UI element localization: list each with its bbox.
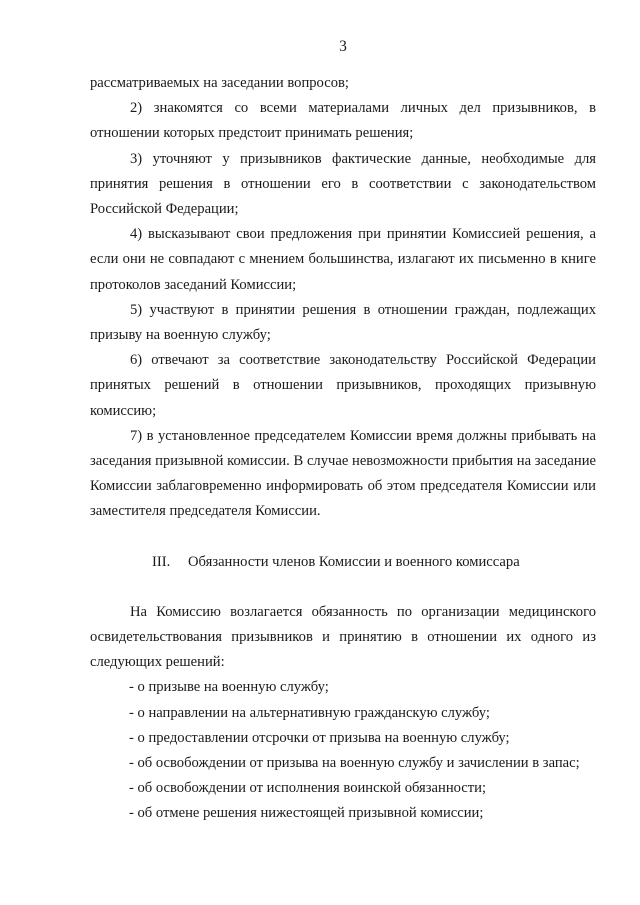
section-title: Обязанности членов Комиссии и военного комиссара — [188, 553, 520, 570]
paragraph-item-2: 2) знакомятся со всеми материалами личных дел призывников, в отношении которых предстоит принимать решения; — [90, 100, 596, 142]
list-item: - об отмене решения нижестоящей призывной комиссии; — [129, 805, 484, 822]
document-page — [90, 0, 596, 905]
paragraph-item-7: 7) в установленное председателем Комиссии время должны прибывать на заседания призывной комиссии. В случае невозможности прибытия на заседание Комиссии заблаговременно информировать об этом председателя Комиссии или заместителя председателя Комиссии. — [90, 427, 596, 520]
list-item: - об освобождении от призыва на военную службу и зачислении в запас; — [129, 755, 580, 772]
paragraph-continuation: рассматриваемых на заседании вопросов; — [90, 75, 349, 91]
paragraph-item-6: 6) отвечают за соответствие законодательству Российской Федерации принятых решений в отношении призывников, проходящих призывную комиссию; — [90, 352, 596, 419]
document-body — [90, 71, 596, 827]
section-intro: На Комиссию возлагается обязанность по организации медицинского освидетельствования призывников и принятию в отношении их одного из следующих решений: — [90, 603, 596, 671]
list-item: - о направлении на альтернативную гражданскую службу; — [129, 704, 490, 721]
paragraph-item-3: 3) уточняют у призывников фактические данные, необходимые для принятия решения в отношении его в соответствии с законодательством Российской Федерации; — [90, 150, 596, 218]
list-item: - о предоставлении отсрочки от призыва на военную службу; — [129, 729, 510, 746]
section-heading — [90, 525, 596, 600]
list-item: - об освобождении от исполнения воинской обязанности; — [129, 780, 487, 797]
section-number: III. — [152, 553, 171, 570]
list-item: - о призыве на военную службу; — [129, 679, 329, 696]
page-number: 3 — [339, 38, 347, 55]
paragraph-item-5: 5) участвуют в принятии решения в отношении граждан, подлежащих призыву на военную службу; — [90, 301, 596, 344]
paragraph-item-4: 4) высказывают свои предложения при принятии Комиссией решения, а если они не совпадают с мнением большинства, излагают их письменно в книге протоколов заседаний Комиссии; — [90, 226, 596, 293]
